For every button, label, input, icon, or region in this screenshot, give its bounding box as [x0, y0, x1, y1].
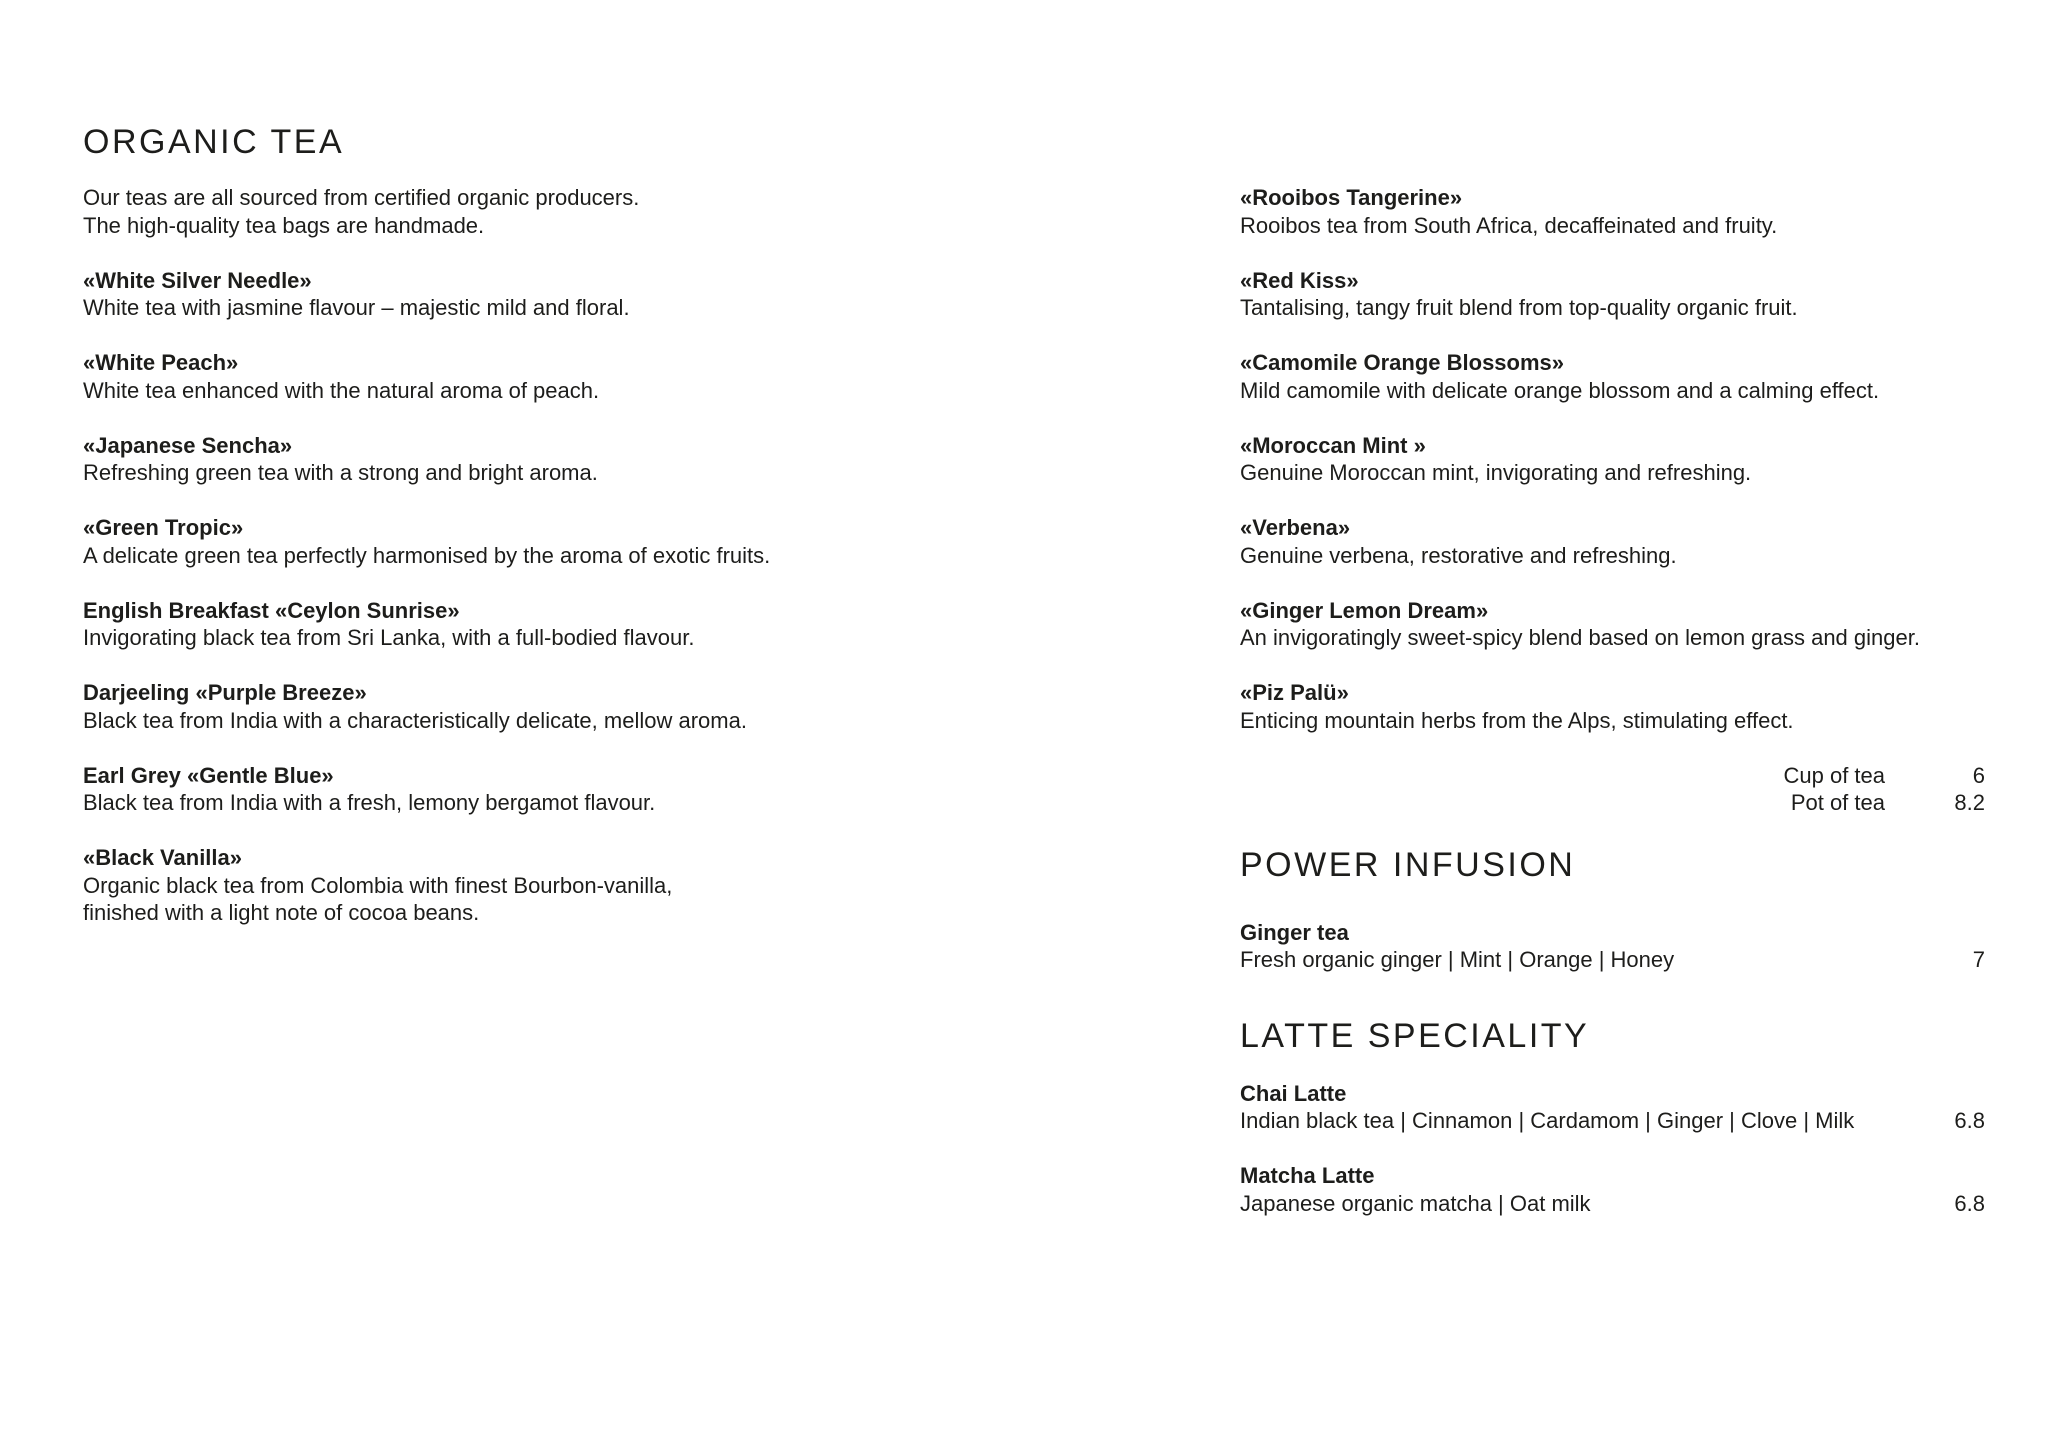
price-row-cup: [1240, 762, 1985, 790]
intro-line-1: Our teas are all sourced from certified organic producers.: [83, 185, 640, 210]
item-name: Matcha Latte: [1240, 1163, 1375, 1188]
item-name: «Piz Palü»: [1240, 680, 1349, 705]
right-column: [1240, 184, 1985, 1217]
item-price: 7: [1972, 947, 1985, 972]
item-name: «White Silver Needle»: [83, 267, 312, 293]
item-name: English Breakfast «Ceylon Sunrise»: [83, 597, 460, 623]
item-name: Earl Grey «Gentle Blue»: [83, 762, 334, 788]
item-description: A delicate green tea perfectly harmonised by the aroma of exotic fruits.: [83, 542, 771, 568]
item-description: Enticing mountain herbs from the Alps, stimulating effect.: [1240, 707, 1794, 733]
item-name: «Green Tropic»: [83, 515, 244, 540]
menu-item-verbena: [1240, 514, 1985, 569]
left-column: [83, 122, 1043, 927]
intro-text: [83, 184, 1043, 239]
item-description: Genuine Moroccan mint, invigorating and refreshing.: [1240, 460, 1752, 485]
menu-item-ginger-tea: [1240, 919, 1985, 974]
item-name: «Ginger Lemon Dream»: [1240, 597, 1489, 623]
price-amount: 8.2: [1954, 790, 1985, 815]
item-description: Genuine verbena, restorative and refreshing.: [1240, 542, 1677, 568]
item-description: Mild camomile with delicate orange blossom and a calming effect.: [1240, 377, 1880, 403]
item-description: Organic black tea from Colombia with finest Bourbon-vanilla,: [83, 872, 673, 898]
item-description-line-2: finished with a light note of cocoa beans.: [83, 900, 480, 925]
price-label: Pot of tea: [1790, 790, 1885, 815]
item-description: Fresh organic ginger | Mint | Orange | Honey: [1240, 947, 1675, 972]
item-description: An invigoratingly sweet-spicy blend based on lemon grass and ginger.: [1240, 625, 1920, 650]
item-name: «Camomile Orange Blossoms»: [1240, 350, 1565, 375]
item-description: Rooibos tea from South Africa, decaffeinated and fruity.: [1240, 212, 1778, 238]
item-description: White tea with jasmine flavour – majestic mild and floral.: [83, 295, 630, 320]
item-line: [1240, 1190, 1985, 1218]
menu-item-piz-palu: [1240, 679, 1985, 734]
menu-item-green-tropic: [83, 514, 1043, 569]
menu-item-earl-grey: [83, 762, 1043, 817]
menu-item-black-vanilla: [83, 844, 1043, 927]
tea-price-list: [1240, 762, 1985, 817]
menu-item-camomile-orange-blossoms: [1240, 349, 1985, 404]
menu-item-rooibos-tangerine: [1240, 184, 1985, 239]
item-name: «Verbena»: [1240, 515, 1351, 540]
item-name: Ginger tea: [1240, 919, 1349, 945]
item-description: Japanese organic matcha | Oat milk: [1240, 1190, 1591, 1216]
item-name: «Red Kiss»: [1240, 267, 1359, 293]
menu-item-white-peach: [83, 349, 1043, 404]
item-description: White tea enhanced with the natural aroma of peach.: [83, 377, 600, 403]
menu-item-moroccan-mint: [1240, 432, 1985, 487]
item-description: Black tea from India with a characteristically delicate, mellow aroma.: [83, 707, 747, 733]
intro-line-2: The high-quality tea bags are handmade.: [83, 212, 485, 238]
item-name: «Black Vanilla»: [83, 845, 242, 870]
item-description: Invigorating black tea from Sri Lanka, with a full-bodied flavour.: [83, 625, 695, 650]
price-row-pot: [1240, 789, 1985, 817]
menu-item-japanese-sencha: [83, 432, 1043, 487]
item-name: «Moroccan Mint »: [1240, 432, 1426, 458]
menu-item-darjeeling: [83, 679, 1043, 734]
menu-item-english-breakfast: [83, 597, 1043, 652]
menu-item-white-silver-needle: [83, 267, 1043, 322]
item-description: Indian black tea | Cinnamon | Cardamom | Ginger | Clove | Milk: [1240, 1108, 1855, 1133]
item-name: Darjeeling «Purple Breeze»: [83, 680, 367, 705]
item-line: [1240, 1107, 1985, 1135]
section-heading-latte-speciality: LATTE SPECIALITY: [1240, 1016, 1590, 1055]
menu-item-chai-latte: [1240, 1080, 1985, 1135]
section-heading-power-infusion: POWER INFUSION: [1240, 845, 1576, 884]
item-name: «Rooibos Tangerine»: [1240, 185, 1463, 210]
item-price: 6.8: [1954, 1190, 1985, 1216]
item-name: «Japanese Sencha»: [83, 432, 293, 458]
price-amount: 6: [1972, 762, 1985, 788]
item-name: «White Peach»: [83, 350, 239, 375]
menu-item-ginger-lemon-dream: [1240, 597, 1985, 652]
section-heading-organic-tea: ORGANIC TEA: [83, 123, 345, 161]
item-line: [1240, 946, 1985, 974]
item-name: Chai Latte: [1240, 1080, 1347, 1106]
item-description: Refreshing green tea with a strong and bright aroma.: [83, 460, 598, 485]
price-label: Cup of tea: [1783, 762, 1885, 788]
menu-item-matcha-latte: [1240, 1162, 1985, 1217]
menu-item-red-kiss: [1240, 267, 1985, 322]
item-price: 6.8: [1954, 1108, 1985, 1133]
item-description: Black tea from India with a fresh, lemony bergamot flavour.: [83, 790, 656, 815]
item-description: Tantalising, tangy fruit blend from top-quality organic fruit.: [1240, 295, 1798, 320]
